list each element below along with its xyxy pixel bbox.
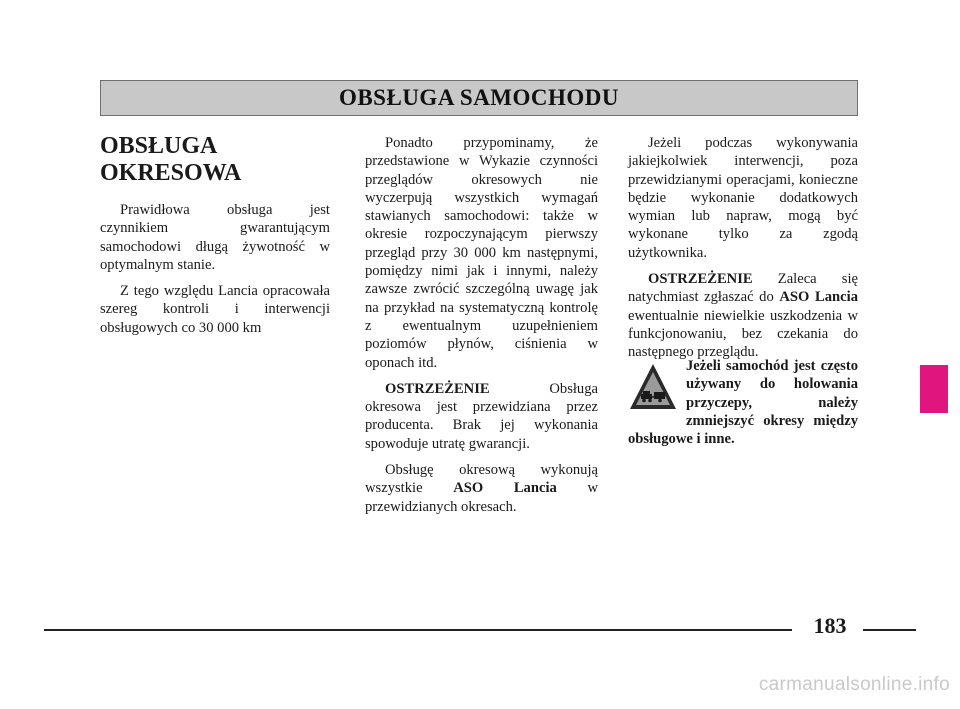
text-run: w przewidzianych okresach. [365, 480, 598, 515]
section-header [100, 80, 858, 116]
warning-label: OSTRZEŻENIE [648, 271, 753, 288]
text-run: ewentualnie niewielkie uszkodzenia w funkcjonowaniu, bez czekania do następnego przeglądu. [628, 307, 858, 361]
column-right [628, 134, 858, 370]
aso-lancia-label: ASO Lancia [779, 289, 858, 306]
warning-label: OSTRZEŻENIE [385, 380, 490, 397]
footer-rule [44, 629, 792, 631]
paragraph: Z tego względu Lancia opracowała szereg kontroli i interwencji obsługowych co 30 000 km [100, 283, 330, 336]
paragraph: Ponadto przypominamy, że przedstawione w Wykazie czynności przeglądów okresowych nie wyczerpują wszystkich wymagań stawianych samochodowi: także w okresie rozpoczynającym pierwszy przegląd przy 30 000 km następnymi, pomiędzy nimi jak i innymi, należy zawsze zwrócić szczególną uwagę jak na przykład na systematyczną kontrolę z ewentualnym uzupełnieniem poziomów płynów, ciśnienia w oponach itd. [365, 135, 598, 371]
footer-rule [863, 629, 916, 631]
paragraph: Jeżeli podczas wykonywania jakiejkolwiek interwencji, poza przewidzianymi operacjami, konieczne będzie wykonanie dodatkowych wymian lub napraw, mogą być wykonane tylko za zgodą użytkownika. [628, 135, 858, 261]
towing-warning [628, 357, 858, 448]
paragraph: Prawidłowa obsługa jest czynnikiem gwarantującym samochodowi długą żywotność w optymalnym stanie. [100, 202, 330, 273]
section-header-title: OBSŁUGA SAMOCHODU [338, 85, 620, 110]
tow-warning-icon [628, 361, 678, 413]
column-left [100, 133, 330, 345]
towing-warning-text: Jeżeli samochód jest często używany do holowania przyczepy, należy zmniejszyć okresy między obsługowe i inne. [628, 358, 858, 448]
aso-lancia-label: ASO Lancia [453, 480, 557, 497]
column-middle [365, 134, 598, 524]
section-title: OBSŁUGA OKRESOWA [100, 133, 242, 186]
warning-paragraph [628, 270, 858, 361]
page-number: 183 [813, 613, 847, 638]
text-run: Zaleca się natychmiast zgłaszać do [628, 271, 858, 306]
warning-paragraph [365, 380, 598, 453]
warning-text: Obsługa okresowa jest przewidziana przez producenta. Brak jej wykonania spowoduje utratę gwarancji. [365, 380, 598, 452]
section-tab-marker [920, 365, 948, 413]
watermark: carmanualsonline.info [758, 674, 950, 695]
paragraph [365, 461, 598, 516]
text-run: Obsługę okresową wykonują wszystkie [365, 462, 598, 497]
